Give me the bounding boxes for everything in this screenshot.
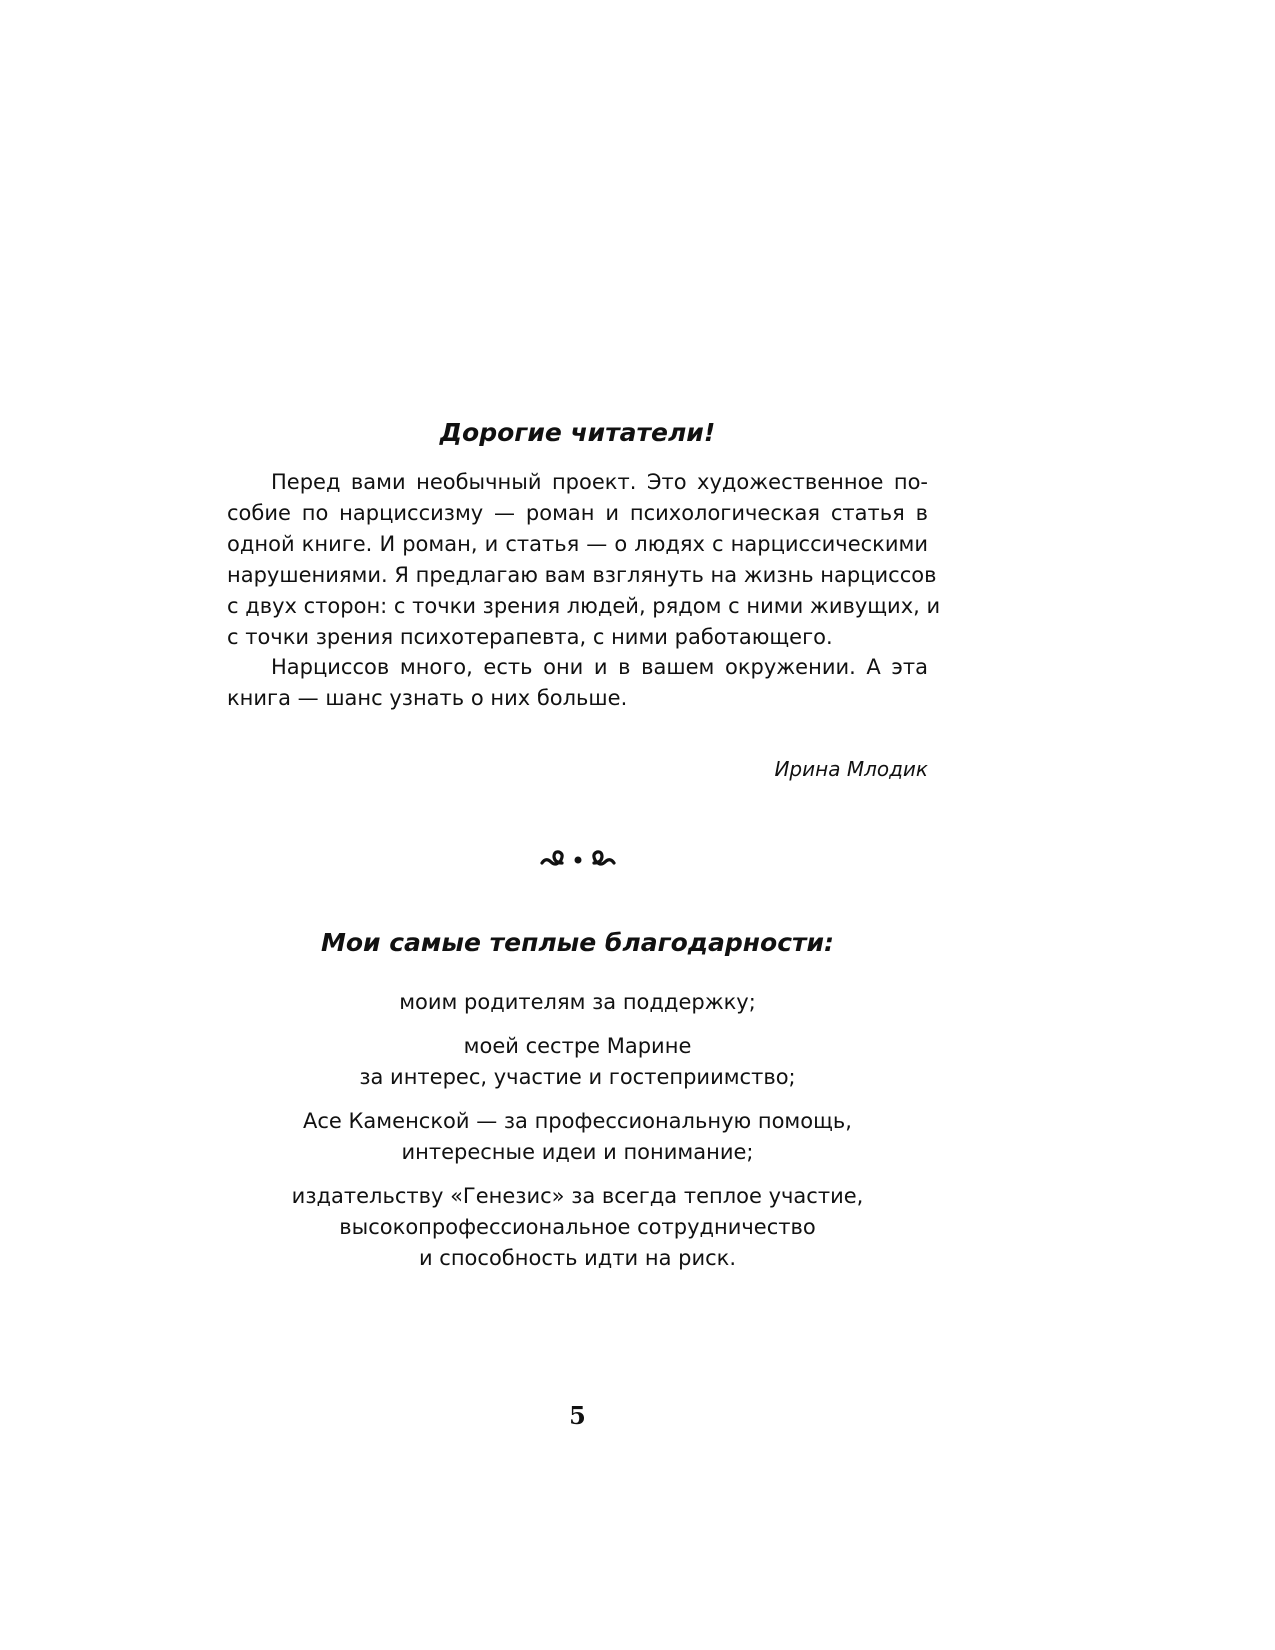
- text-line: моим родителям за поддержку;: [399, 990, 756, 1014]
- text-line: одной книге. И роман, и статья — о людях с нарциссическими: [227, 531, 928, 556]
- intro-title: Дорогие читатели!: [439, 418, 716, 447]
- text-line: Асе Каменской — за профессиональную помощь,: [303, 1109, 852, 1133]
- page-number: 5: [569, 1401, 586, 1430]
- fleuron-divider-icon: [540, 848, 616, 874]
- text-line: моей сестре Марине: [463, 1034, 692, 1058]
- text-line: высокопрофессиональное сотрудничество: [339, 1215, 816, 1239]
- text-line: издательству «Генезис» за всегда теплое участие,: [291, 1184, 864, 1208]
- text-line: собие по нарциссизму — роман и психологическая статья в: [227, 500, 928, 525]
- text-line: с точки зрения психотерапевта, с ними работающего.: [227, 624, 833, 649]
- text-line: Нарциссов много, есть они и в вашем окружении. А эта: [271, 655, 928, 680]
- thanks-item: [0, 987, 1155, 1018]
- text-line: и способность идти на риск.: [418, 1246, 737, 1270]
- thanks-item: [0, 1031, 1155, 1093]
- text-line: с двух сторон: с точки зрения людей, рядом с ними живущих, и: [227, 593, 941, 618]
- thanks-item: [0, 1106, 1155, 1168]
- thanks-title: Мои самые теплые благодарности:: [320, 928, 835, 957]
- text-line: интересные идеи и понимание;: [401, 1140, 754, 1164]
- intro-paragraphs: [227, 467, 941, 714]
- text-line: Перед вами необычный проект. Это художественное по-: [271, 470, 928, 494]
- author-signature: Ирина Млодик: [774, 757, 928, 781]
- text-line: книга — шанс узнать о них больше.: [227, 686, 628, 711]
- text-line: за интерес, участие и гостеприимство;: [359, 1065, 796, 1089]
- thanks-list: [0, 987, 1155, 1287]
- text-line: нарушениями. Я предлагаю вам взглянуть на жизнь нарциссов: [227, 562, 937, 587]
- thanks-item: [0, 1181, 1155, 1274]
